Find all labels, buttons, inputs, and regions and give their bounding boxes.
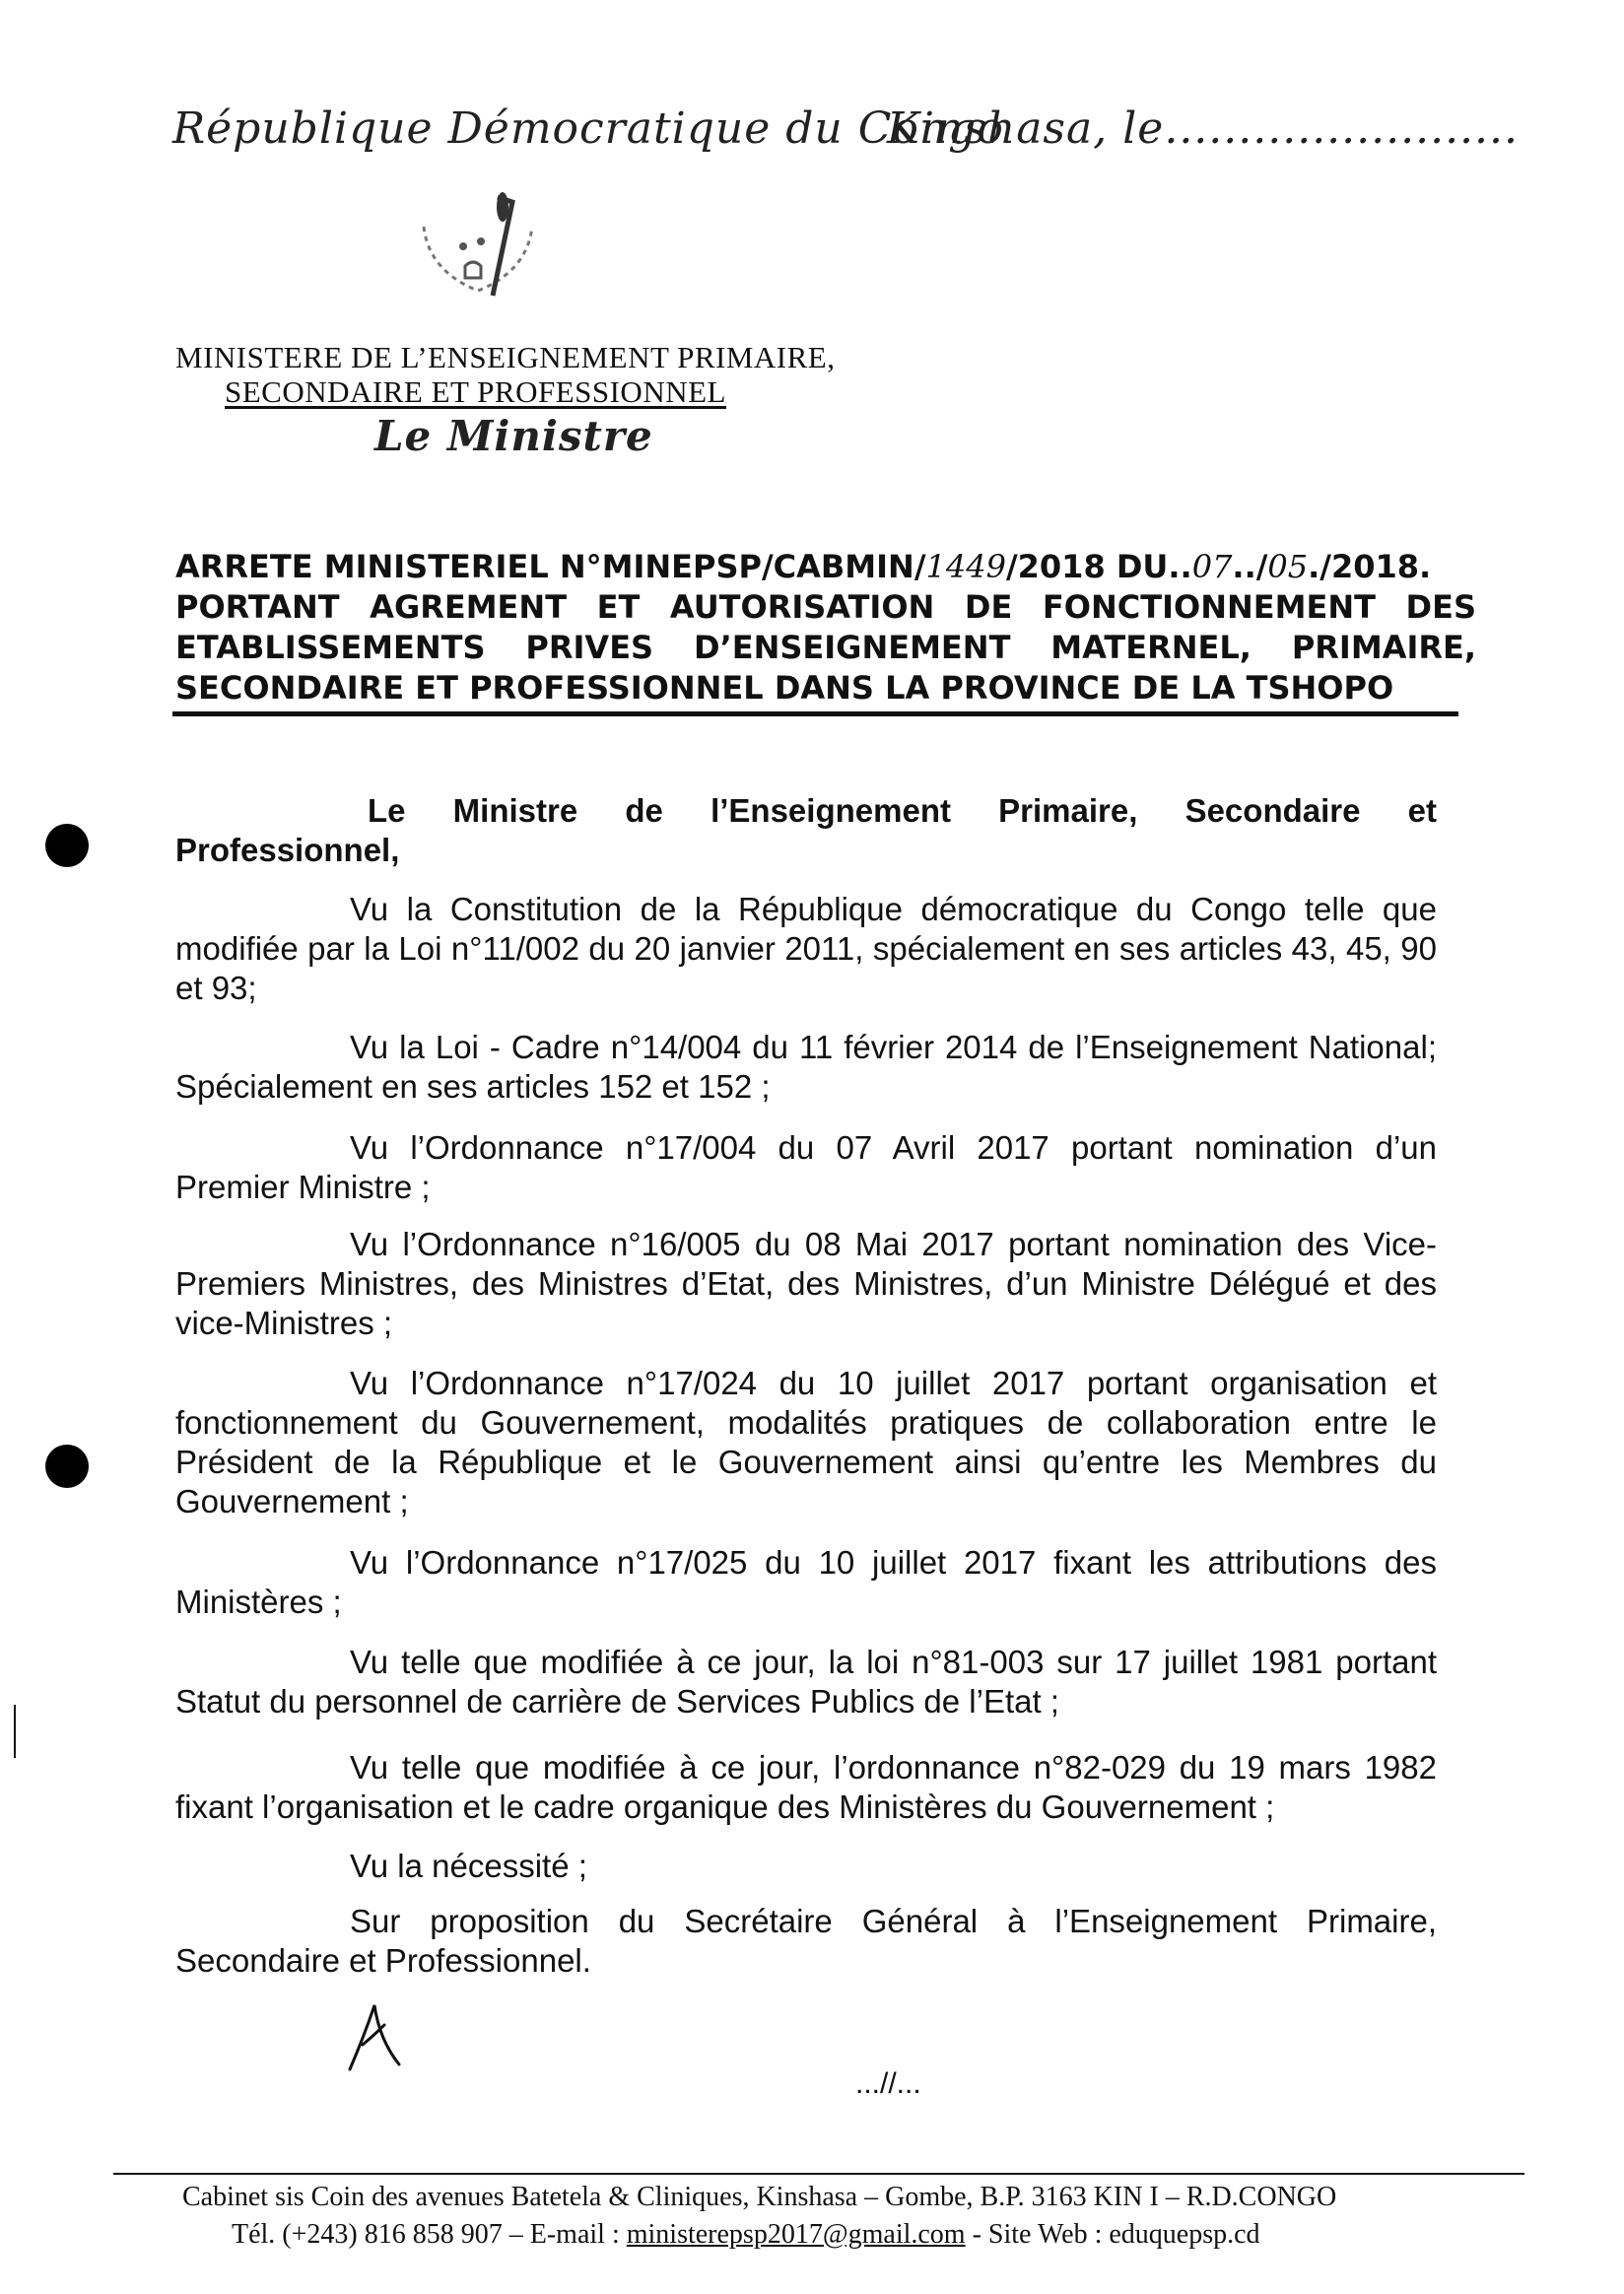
punch-hole-top (45, 824, 89, 867)
paragraph-ordonnance-premier-ministre: Vu l’Ordonnance n°17/004 du 07 Avril 2017 portant nomination d’un Premier Ministre ; (175, 1129, 1437, 1205)
coat-of-arms-emblem (404, 187, 552, 315)
paragraph-loi-statut: Vu telle que modifiée à ce jour, la loi n°81-003 sur 17 juillet 1981 portant Statut du personnel de carrière de Services Publics de l’Etat ; (175, 1644, 1437, 1720)
initials-signature (345, 1995, 414, 2074)
paragraph-ordonnance-ministres: Vu l’Ordonnance n°16/005 du 08 Mai 2017 portant nomination des Vice-Premiers Ministres, des Ministres d’Etat, des Ministres, d’un Ministre Délégué et des vice-Ministres ; (175, 1226, 1437, 1341)
footer-website: - Site Web : eduquepsp.cd (965, 2219, 1260, 2250)
continuation-mark: ...//... (855, 2067, 921, 2100)
decree-title-line3: ETABLISSEMENTS PRIVES D’ENSEIGNEMENT MATERNEL, PRIMAIRE, (175, 629, 1476, 666)
scan-edge-mark (14, 1705, 16, 1758)
punch-hole-bottom (45, 1445, 89, 1488)
minister-signature-title: Le Ministre (374, 412, 653, 460)
decree-title-line2: PORTANT AGREMENT ET AUTORISATION DE FONCTIONNEMENT DES (175, 588, 1476, 626)
paragraph-ordonnance-cadre-organique: Vu telle que modifiée à ce jour, l’ordonnance n°82-029 du 19 mars 1982 fixant l’organisation et le cadre organique des Ministères du Gouvernement ; (175, 1749, 1437, 1825)
decree-day-handwritten: 07 (1191, 548, 1233, 585)
decree-reference-mid: /2018 DU.. (1005, 548, 1192, 585)
decree-month-handwritten: 05 (1267, 548, 1309, 585)
decree-number-handwritten: 1449 (925, 548, 1006, 585)
footer-phone: Tél. (+243) 816 858 907 – E-mail : (232, 2219, 627, 2250)
ministry-name-line1: MINISTERE DE L’ENSEIGNEMENT PRIMAIRE, (175, 340, 836, 374)
place-date: Kinshasa, le........................ (887, 103, 1519, 154)
paragraph-constitution: Vu la Constitution de la République démocratique du Congo telle que modifiée par la Loi n°11/002 du 20 janvier 2011, spécialement en ses articles 43, 45, 90 et 93; (175, 891, 1437, 1006)
footer-rule (113, 2173, 1524, 2175)
opening-statement: Le Ministre de l’Enseignement Primaire, Secondaire et Professionnel, (175, 792, 1437, 868)
title-rule (172, 711, 1458, 716)
decree-reference-sep: ../ (1232, 548, 1268, 585)
decree-reference-prefix: ARRETE MINISTERIEL N°MINEPSP/CABMIN/ (175, 548, 926, 585)
decree-title-line4: SECONDAIRE ET PROFESSIONNEL DANS LA PROVINCE DE LA TSHOPO (175, 669, 1394, 707)
paragraph-ordonnance-attributions: Vu l’Ordonnance n°17/025 du 10 juillet 2017 fixant les attributions des Ministères ; (175, 1544, 1437, 1620)
decree-title-block (175, 547, 1476, 708)
paragraph-proposition: Sur proposition du Secrétaire Général à l’Enseignement Primaire, Secondaire et Professionnel. (175, 1903, 1437, 1979)
footer-address: Cabinet sis Coin des avenues Batetela & Cliniques, Kinshasa – Gombe, B.P. 3163 KIN I – R.D.CONGO (182, 2182, 1337, 2212)
footer-email-link[interactable]: ministerepsp2017@gmail.com (626, 2219, 966, 2250)
decree-reference (175, 547, 1476, 587)
paragraph-loi-cadre: Vu la Loi - Cadre n°14/004 du 11 février 2014 de l’Enseignement National; Spécialement en ses articles 152 et 152 ; (175, 1029, 1437, 1105)
ministry-name-line2: SECONDAIRE ET PROFESSIONNEL (225, 374, 726, 409)
paragraph-necessite: Vu la nécessité ; (350, 1848, 587, 1884)
paragraph-ordonnance-gouvernement: Vu l’Ordonnance n°17/024 du 10 juillet 2017 portant organisation et fonctionnement du Gouvernement, modalités pratiques de collaboration entre le Président de la République et le Gouvernement ainsi qu’entre les Membres du Gouvernement ; (175, 1365, 1437, 1519)
decree-reference-suffix: ./2018. (1308, 548, 1432, 585)
republic-header: République Démocratique du Congo (172, 103, 1004, 154)
footer-contact (232, 2219, 1260, 2251)
